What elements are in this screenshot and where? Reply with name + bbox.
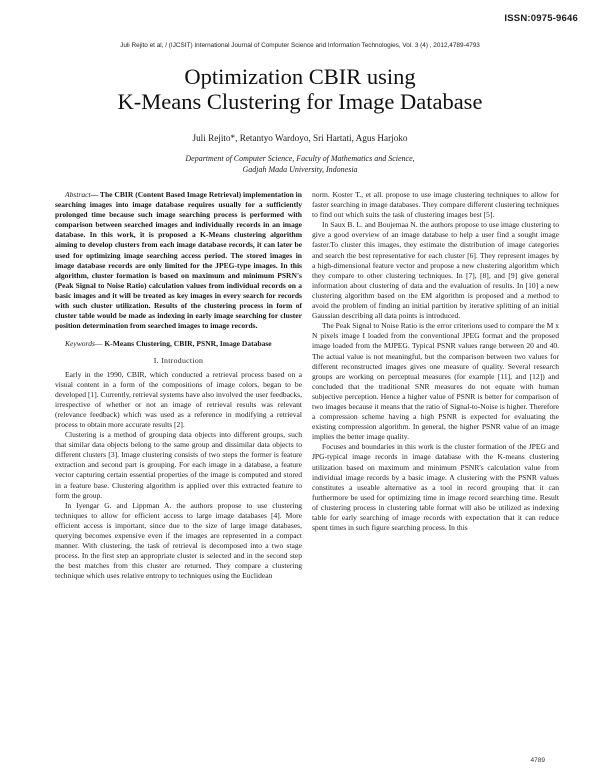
affiliation-line-2: Gadjah Mada University, Indonesia [242,165,358,174]
affiliation [0,153,600,175]
right-column [312,190,559,533]
section-heading-introduction: I. Introduction [153,356,204,366]
affiliation-line-1: Department of Computer Science, Faculty of Mathematics and Science, [185,154,415,163]
keywords-label: Keywords [65,339,95,349]
paper-title [0,64,600,114]
running-head: Juli Rejito et al, / (IJCSIT) International Journal of Computer Science and Information Technologies, Vol. 3 (4) , 2012,4789-4793 [120,42,480,49]
body-paragraph: Clustering is a method of grouping data objects into different groups, such that similar data objects belong to the same group and dissimilar data objects to different clusters [3]. Image clustering consists of two steps the former is feature extraction and second part is grouping. For each image in a database, a feature vector capturing certain essential properties of the image is computed and stored in a feature base. Clustering algorithm is applied over this extracted feature to form the group. [55,430,302,500]
issn-label: ISSN:0975-9646 [504,13,578,24]
body-paragraph: norm. Koster T., et all. propose to use image clustering techniques to allow for faster searching in image databases. They compare different clustering techniques to find out which suits the task of clustering images best [5]. [312,190,559,220]
title-line-2: K-Means Clustering for Image Database [117,89,483,114]
abstract [55,190,302,331]
keywords-dash: — [94,339,105,349]
abstract-label: Abstract [65,190,91,199]
abstract-dash: — [90,190,100,199]
body-paragraph: The Peak Signal to Noise Ratio is the error criterions used to compare the M x N pixels image I loaded from the conventional JPEG format and the proposed image loaded from the MJPEG. Typical PSNR values range between 20 and 40. The actual value is not meaningful, but the comparison between two values for different reconstructed images gives one measure of quality. Several research groups are working on perceptual measures (for example [11], and [12]) and concluded that the traditional SNR measures do not equate with human subjective perception. Hence a higher value of PSNR is better for comparison of two images because it means that the ratio of Signal-to-Noise is higher. Therefore a compression scheme having a high PSNR is expected for evaluating the existing compression algorithm. In general, the higher PSNR value of an image implies the better image quality. [312,321,559,442]
abstract-text: The CBIR (Content Based Image Retrieval) implementation in searching images into image database requires usually for a sufficiently prolonged time because such image searching process is performed with comparison between searched images and individually records in an image database. In this work, it is proposed a K-Means clustering algorithm aiming to develop clusters from each image database records, it can later be used for optimizing image searching access period. The stored images in image database records are only limited for the JPEG-type images. In this algorithm, cluster formation is based on maximum and minimum PSRN's (Peak Signal to Noise Ratio) calculation values from individual records on a basic images and it will be treated as key images in every search for records with such cluster utilization. Results of the clustering process in form of cluster table would be made as indexing in early image searching for cluster position determination from searched images to image records. [55,190,302,331]
title-line-1: Optimization CBIR using [184,64,416,89]
left-column [55,190,302,581]
author-list: Juli Rejito*, Retantyo Wardoyo, Sri Hartati, Agus Harjoko [192,133,408,143]
keywords [55,339,302,349]
body-paragraph: In Saux B. L. and Boujemaa N. the authors propose to use image clustering to give a good overview of an image database to help a user find a sought image faster.To cluster this images, they estimate the distribution of image categories and search the best representative for each cluster [6]. They represent images by a high-dimensional feature vector and propose a new clustering algorithm which they compare to other clustering techniques. In [7], [8], and [9] give general information about clustering of data and the evaluation of results. In [10] a new clustering algorithm based on the EM algorithm is proposed and a method to avoid the problem of finding an initial partition by iterative splitting of an initial Gaussian describing all data points is introduced. [312,220,559,321]
page-number: 4789 [530,757,545,764]
body-paragraph: Focuses and boundaries in this work is the cluster formation of the JPEG and JPG-typical image records in image database with the K-means clustering utilization based on maximum and minimum PSNR's calculation value from individual image records by a basic image. A clustering with the PSNR values constitutes a useable alternative as a tool in record grouping that it can furthermore be used for optimizing time in image record searching time. Result of clustering process in clustering table format will also be utilized as indexing table for early searching of image records with expectation that it can reduce spent times in such figure searching process. In this [312,442,559,533]
body-paragraph: In Iyengar G. and Lippman A. the authors propose to use clustering techniques to allow for efficient access to large image databases [4]. More efficient access is important, since due to the size of large image databases, querying becomes expensive even if the images are represented in a compact manner. With clustering, the task of retrieval is decomposed into a two stage process. In the first step an appropriate cluster is selected and in the second step the best matches from this cluster are returned. They compare a clustering technique which uses relative entropy to techniques using the Euclidean [55,500,302,581]
keywords-text: K-Means Clustering, CBIR, PSNR, Image Database [104,339,272,349]
body-paragraph: Early in the 1990, CBIR, which conducted a retrieval process based on a visual content in a form of the compositions of image colors, began to be developed [1]. Currently, retrieval systems have also involved the user feedbacks, irrespective of whether or not an image of retrieval results was relevant (relevance feedback) which was used as a reference in modifying a retrieval process to obtain more accurate results [2]. [55,369,302,429]
